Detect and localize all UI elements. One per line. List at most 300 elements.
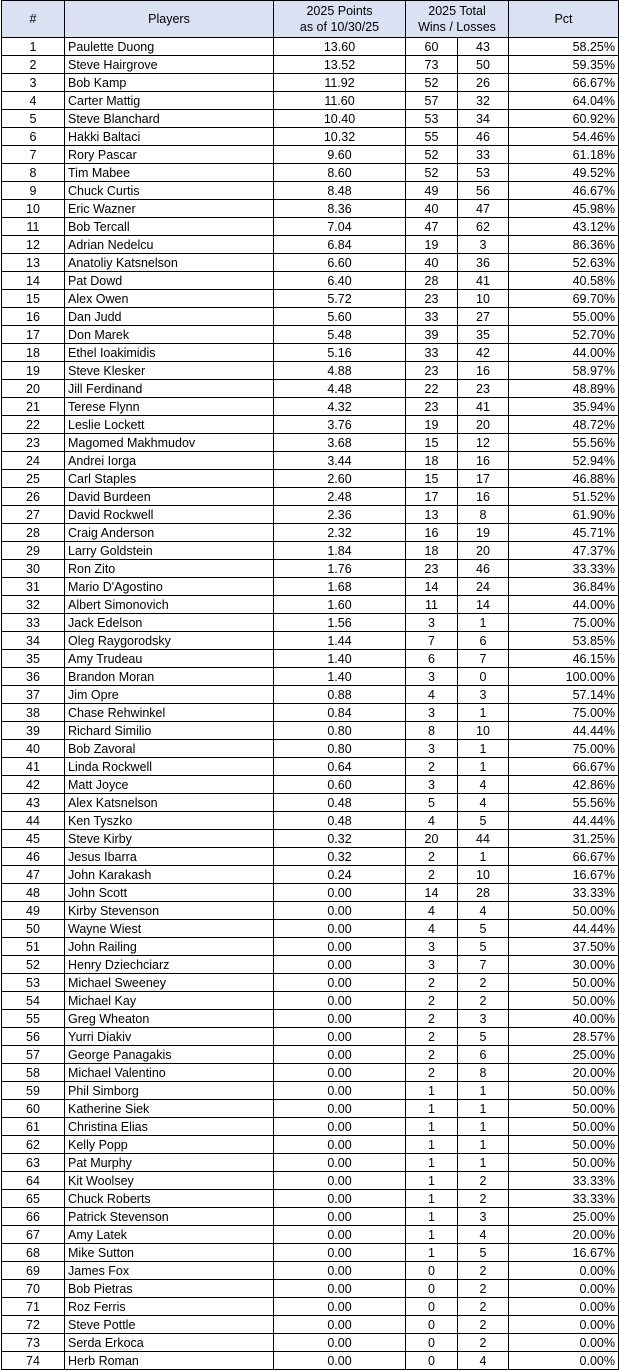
- table-row: [2, 830, 619, 848]
- rank-cell: 46: [2, 848, 65, 866]
- table-row: [2, 722, 619, 740]
- pct-cell: 52.70%: [509, 326, 619, 344]
- points-cell: 2.36: [274, 506, 406, 524]
- points-cell: 2.60: [274, 470, 406, 488]
- pct-cell: 0.00%: [509, 1334, 619, 1352]
- rank-cell: 49: [2, 902, 65, 920]
- points-cell: 3.68: [274, 434, 406, 452]
- rank-cell: 65: [2, 1190, 65, 1208]
- table-row: [2, 1064, 619, 1082]
- table-row: [2, 1280, 619, 1298]
- rank-cell: 42: [2, 776, 65, 794]
- rank-cell: 27: [2, 506, 65, 524]
- rank-cell: 7: [2, 146, 65, 164]
- points-cell: 10.40: [274, 110, 406, 128]
- player-name-cell: Wayne Wiest: [65, 920, 274, 938]
- rank-cell: 53: [2, 974, 65, 992]
- player-name-cell: Katherine Siek: [65, 1100, 274, 1118]
- table-row: [2, 1226, 619, 1244]
- player-name-cell: Oleg Raygorodsky: [65, 632, 274, 650]
- losses-cell: 20: [458, 542, 509, 560]
- pct-cell: 30.00%: [509, 956, 619, 974]
- rank-cell: 20: [2, 380, 65, 398]
- player-name-cell: Greg Wheaton: [65, 1010, 274, 1028]
- wins-cell: 15: [406, 434, 458, 452]
- pct-cell: 51.52%: [509, 488, 619, 506]
- wins-cell: 4: [406, 902, 458, 920]
- player-name-cell: Steve Klesker: [65, 362, 274, 380]
- pct-cell: 0.00%: [509, 1316, 619, 1334]
- wins-cell: 11: [406, 596, 458, 614]
- rank-cell: 64: [2, 1172, 65, 1190]
- rank-cell: 60: [2, 1100, 65, 1118]
- table-row: [2, 578, 619, 596]
- losses-cell: 5: [458, 938, 509, 956]
- losses-cell: 56: [458, 182, 509, 200]
- points-cell: 0.00: [274, 974, 406, 992]
- table-row: [2, 956, 619, 974]
- wins-cell: 20: [406, 830, 458, 848]
- losses-cell: 4: [458, 794, 509, 812]
- losses-cell: 16: [458, 452, 509, 470]
- pct-cell: 44.00%: [509, 344, 619, 362]
- points-cell: 13.52: [274, 56, 406, 74]
- table-row: [2, 974, 619, 992]
- table-row: [2, 560, 619, 578]
- losses-cell: 1: [458, 1154, 509, 1172]
- points-cell: 0.60: [274, 776, 406, 794]
- points-cell: 10.32: [274, 128, 406, 146]
- table-row: [2, 110, 619, 128]
- losses-cell: 1: [458, 1082, 509, 1100]
- pct-cell: 50.00%: [509, 992, 619, 1010]
- wins-cell: 0: [406, 1352, 458, 1370]
- points-cell: 1.76: [274, 560, 406, 578]
- points-cell: 0.00: [274, 1136, 406, 1154]
- player-name-cell: Christina Elias: [65, 1118, 274, 1136]
- player-name-cell: Terese Flynn: [65, 398, 274, 416]
- standings-table: [1, 0, 619, 1370]
- table-row: [2, 1100, 619, 1118]
- rank-cell: 28: [2, 524, 65, 542]
- points-cell: 0.00: [274, 1172, 406, 1190]
- wins-cell: 60: [406, 38, 458, 56]
- points-cell: 0.00: [274, 1046, 406, 1064]
- pct-cell: 53.85%: [509, 632, 619, 650]
- pct-cell: 58.25%: [509, 38, 619, 56]
- player-name-cell: Tim Mabee: [65, 164, 274, 182]
- losses-cell: 47: [458, 200, 509, 218]
- rank-header: #: [2, 1, 65, 38]
- losses-cell: 26: [458, 74, 509, 92]
- table-row: [2, 1154, 619, 1172]
- rank-cell: 12: [2, 236, 65, 254]
- rank-cell: 1: [2, 38, 65, 56]
- rank-cell: 50: [2, 920, 65, 938]
- table-row: [2, 1298, 619, 1316]
- wins-cell: 0: [406, 1316, 458, 1334]
- wins-cell: 2: [406, 848, 458, 866]
- wins-cell: 3: [406, 956, 458, 974]
- wins-cell: 14: [406, 578, 458, 596]
- rank-cell: 23: [2, 434, 65, 452]
- points-cell: 3.44: [274, 452, 406, 470]
- table-row: [2, 1028, 619, 1046]
- rank-cell: 21: [2, 398, 65, 416]
- pct-cell: 69.70%: [509, 290, 619, 308]
- wins-cell: 13: [406, 506, 458, 524]
- wins-cell: 17: [406, 488, 458, 506]
- pct-cell: 35.94%: [509, 398, 619, 416]
- player-name-cell: Mario D'Agostino: [65, 578, 274, 596]
- points-cell: 6.60: [274, 254, 406, 272]
- rank-cell: 2: [2, 56, 65, 74]
- wins-cell: 0: [406, 1298, 458, 1316]
- table-row: [2, 1334, 619, 1352]
- pct-cell: 52.63%: [509, 254, 619, 272]
- pct-cell: 61.90%: [509, 506, 619, 524]
- table-row: [2, 1190, 619, 1208]
- wins-cell: 22: [406, 380, 458, 398]
- pct-cell: 54.46%: [509, 128, 619, 146]
- wins-cell: 23: [406, 290, 458, 308]
- points-cell: 0.00: [274, 1352, 406, 1370]
- losses-cell: 23: [458, 380, 509, 398]
- player-name-cell: Ken Tyszko: [65, 812, 274, 830]
- points-cell: 0.00: [274, 938, 406, 956]
- pct-cell: 58.97%: [509, 362, 619, 380]
- player-name-cell: Ron Zito: [65, 560, 274, 578]
- losses-cell: 16: [458, 488, 509, 506]
- player-name-cell: Chuck Roberts: [65, 1190, 274, 1208]
- points-cell: 2.32: [274, 524, 406, 542]
- player-name-cell: Yurri Diakiv: [65, 1028, 274, 1046]
- rank-cell: 59: [2, 1082, 65, 1100]
- rank-cell: 51: [2, 938, 65, 956]
- points-cell: 7.04: [274, 218, 406, 236]
- wins-cell: 2: [406, 866, 458, 884]
- pct-cell: 40.00%: [509, 1010, 619, 1028]
- losses-cell: 3: [458, 236, 509, 254]
- player-name-cell: Larry Goldstein: [65, 542, 274, 560]
- rank-cell: 19: [2, 362, 65, 380]
- table-row: [2, 794, 619, 812]
- table-row: [2, 920, 619, 938]
- wins-cell: 1: [406, 1208, 458, 1226]
- rank-cell: 22: [2, 416, 65, 434]
- table-row: [2, 596, 619, 614]
- pct-cell: 45.98%: [509, 200, 619, 218]
- pct-cell: 61.18%: [509, 146, 619, 164]
- pct-cell: 50.00%: [509, 1154, 619, 1172]
- rank-cell: 35: [2, 650, 65, 668]
- points-cell: 0.00: [274, 1226, 406, 1244]
- points-cell: 0.00: [274, 992, 406, 1010]
- pct-cell: 28.57%: [509, 1028, 619, 1046]
- wins-cell: 23: [406, 398, 458, 416]
- player-name-cell: Jill Ferdinand: [65, 380, 274, 398]
- rank-cell: 70: [2, 1280, 65, 1298]
- losses-cell: 2: [458, 1316, 509, 1334]
- rank-cell: 44: [2, 812, 65, 830]
- pct-cell: 44.44%: [509, 722, 619, 740]
- rank-cell: 38: [2, 704, 65, 722]
- player-name-cell: George Panagakis: [65, 1046, 274, 1064]
- losses-cell: 12: [458, 434, 509, 452]
- pct-cell: 33.33%: [509, 884, 619, 902]
- rank-cell: 62: [2, 1136, 65, 1154]
- wins-cell: 55: [406, 128, 458, 146]
- pct-cell: 66.67%: [509, 758, 619, 776]
- losses-cell: 34: [458, 110, 509, 128]
- rank-cell: 72: [2, 1316, 65, 1334]
- wins-cell: 18: [406, 542, 458, 560]
- pct-cell: 46.15%: [509, 650, 619, 668]
- pct-cell: 75.00%: [509, 740, 619, 758]
- table-row: [2, 74, 619, 92]
- pct-cell: 25.00%: [509, 1208, 619, 1226]
- rank-cell: 58: [2, 1064, 65, 1082]
- points-cell: 5.72: [274, 290, 406, 308]
- pct-cell: 75.00%: [509, 614, 619, 632]
- rank-cell: 69: [2, 1262, 65, 1280]
- points-cell: 6.84: [274, 236, 406, 254]
- rank-cell: 40: [2, 740, 65, 758]
- player-name-cell: Bob Pietras: [65, 1280, 274, 1298]
- rank-cell: 25: [2, 470, 65, 488]
- wins-cell: 1: [406, 1136, 458, 1154]
- wins-cell: 1: [406, 1082, 458, 1100]
- table-row: [2, 236, 619, 254]
- rank-cell: 11: [2, 218, 65, 236]
- wins-cell: 6: [406, 650, 458, 668]
- player-name-cell: Kelly Popp: [65, 1136, 274, 1154]
- table-row: [2, 1352, 619, 1370]
- table-row: [2, 1082, 619, 1100]
- wins-cell: 3: [406, 740, 458, 758]
- rank-cell: 14: [2, 272, 65, 290]
- losses-cell: 41: [458, 398, 509, 416]
- table-row: [2, 434, 619, 452]
- points-cell: 0.00: [274, 1334, 406, 1352]
- pct-cell: 0.00%: [509, 1262, 619, 1280]
- player-name-cell: Bob Tercall: [65, 218, 274, 236]
- wins-cell: 52: [406, 146, 458, 164]
- rank-cell: 66: [2, 1208, 65, 1226]
- player-name-cell: Patrick Stevenson: [65, 1208, 274, 1226]
- losses-cell: 8: [458, 1064, 509, 1082]
- losses-cell: 4: [458, 776, 509, 794]
- rank-cell: 13: [2, 254, 65, 272]
- pct-cell: 43.12%: [509, 218, 619, 236]
- rank-cell: 33: [2, 614, 65, 632]
- table-row: [2, 686, 619, 704]
- wins-cell: 3: [406, 614, 458, 632]
- points-cell: 8.60: [274, 164, 406, 182]
- player-name-cell: John Karakash: [65, 866, 274, 884]
- pct-cell: 55.56%: [509, 794, 619, 812]
- losses-cell: 36: [458, 254, 509, 272]
- wins-cell: 18: [406, 452, 458, 470]
- table-row: [2, 740, 619, 758]
- wins-cell: 16: [406, 524, 458, 542]
- player-name-cell: Phil Simborg: [65, 1082, 274, 1100]
- wins-cell: 53: [406, 110, 458, 128]
- table-row: [2, 128, 619, 146]
- pct-cell: 49.52%: [509, 164, 619, 182]
- rank-cell: 18: [2, 344, 65, 362]
- losses-cell: 53: [458, 164, 509, 182]
- player-name-cell: Bob Zavoral: [65, 740, 274, 758]
- wins-cell: 33: [406, 308, 458, 326]
- wins-cell: 40: [406, 200, 458, 218]
- player-name-cell: Chase Rehwinkel: [65, 704, 274, 722]
- losses-cell: 2: [458, 1280, 509, 1298]
- table-row: [2, 866, 619, 884]
- points-cell: 0.00: [274, 1190, 406, 1208]
- losses-cell: 41: [458, 272, 509, 290]
- losses-cell: 1: [458, 1136, 509, 1154]
- rank-cell: 47: [2, 866, 65, 884]
- wins-cell: 1: [406, 1190, 458, 1208]
- pct-cell: 100.00%: [509, 668, 619, 686]
- wins-cell: 0: [406, 1334, 458, 1352]
- losses-cell: 2: [458, 992, 509, 1010]
- player-name-cell: Anatoliy Katsnelson: [65, 254, 274, 272]
- pct-cell: 57.14%: [509, 686, 619, 704]
- points-cell: 0.48: [274, 794, 406, 812]
- points-cell: 1.68: [274, 578, 406, 596]
- losses-cell: 14: [458, 596, 509, 614]
- pct-cell: 50.00%: [509, 974, 619, 992]
- pct-cell: 44.44%: [509, 812, 619, 830]
- rank-cell: 32: [2, 596, 65, 614]
- pct-cell: 48.72%: [509, 416, 619, 434]
- table-row: [2, 326, 619, 344]
- losses-cell: 4: [458, 1226, 509, 1244]
- losses-cell: 3: [458, 686, 509, 704]
- rank-cell: 68: [2, 1244, 65, 1262]
- table-row: [2, 1244, 619, 1262]
- losses-cell: 1: [458, 1118, 509, 1136]
- rank-cell: 26: [2, 488, 65, 506]
- points-cell: 0.00: [274, 884, 406, 902]
- points-cell: 0.00: [274, 1280, 406, 1298]
- losses-cell: 3: [458, 1208, 509, 1226]
- rank-cell: 4: [2, 92, 65, 110]
- player-name-cell: James Fox: [65, 1262, 274, 1280]
- pct-cell: 40.58%: [509, 272, 619, 290]
- losses-cell: 16: [458, 362, 509, 380]
- points-cell: 0.00: [274, 1316, 406, 1334]
- points-cell: 0.00: [274, 1100, 406, 1118]
- pct-cell: 55.00%: [509, 308, 619, 326]
- table-row: [2, 1046, 619, 1064]
- points-cell: 0.64: [274, 758, 406, 776]
- losses-cell: 5: [458, 812, 509, 830]
- player-name-cell: Leslie Lockett: [65, 416, 274, 434]
- rank-cell: 9: [2, 182, 65, 200]
- losses-cell: 1: [458, 1100, 509, 1118]
- wins-cell: 57: [406, 92, 458, 110]
- record-header-line2: Wins / Losses: [418, 20, 496, 34]
- points-cell: 1.60: [274, 596, 406, 614]
- rank-cell: 29: [2, 542, 65, 560]
- points-cell: 4.32: [274, 398, 406, 416]
- pct-cell: 52.94%: [509, 452, 619, 470]
- player-name-cell: Steve Kirby: [65, 830, 274, 848]
- wins-cell: 19: [406, 236, 458, 254]
- player-name-cell: Adrian Nedelcu: [65, 236, 274, 254]
- wins-cell: 47: [406, 218, 458, 236]
- pct-cell: 59.35%: [509, 56, 619, 74]
- player-name-cell: Rory Pascar: [65, 146, 274, 164]
- player-name-cell: Herb Roman: [65, 1352, 274, 1370]
- table-row: [2, 614, 619, 632]
- wins-cell: 1: [406, 1118, 458, 1136]
- wins-cell: 1: [406, 1100, 458, 1118]
- table-row: [2, 200, 619, 218]
- player-name-cell: Andrei Iorga: [65, 452, 274, 470]
- player-name-cell: Paulette Duong: [65, 38, 274, 56]
- table-row: [2, 1136, 619, 1154]
- wins-cell: 28: [406, 272, 458, 290]
- losses-cell: 2: [458, 1262, 509, 1280]
- points-cell: 0.00: [274, 1154, 406, 1172]
- pct-cell: 66.67%: [509, 74, 619, 92]
- player-name-cell: Michael Sweeney: [65, 974, 274, 992]
- table-row: [2, 398, 619, 416]
- pct-cell: 50.00%: [509, 1100, 619, 1118]
- wins-cell: 2: [406, 1010, 458, 1028]
- rank-cell: 56: [2, 1028, 65, 1046]
- rank-cell: 61: [2, 1118, 65, 1136]
- points-cell: 0.00: [274, 920, 406, 938]
- losses-cell: 7: [458, 650, 509, 668]
- table-row: [2, 38, 619, 56]
- pct-cell: 86.36%: [509, 236, 619, 254]
- pct-cell: 42.86%: [509, 776, 619, 794]
- losses-cell: 1: [458, 758, 509, 776]
- table-row: [2, 758, 619, 776]
- table-row: [2, 146, 619, 164]
- losses-cell: 5: [458, 920, 509, 938]
- rank-cell: 71: [2, 1298, 65, 1316]
- wins-cell: 52: [406, 164, 458, 182]
- player-name-cell: Pat Dowd: [65, 272, 274, 290]
- table-row: [2, 56, 619, 74]
- rank-cell: 48: [2, 884, 65, 902]
- points-cell: 0.32: [274, 848, 406, 866]
- losses-cell: 27: [458, 308, 509, 326]
- losses-cell: 10: [458, 722, 509, 740]
- pct-cell: 25.00%: [509, 1046, 619, 1064]
- losses-cell: 20: [458, 416, 509, 434]
- rank-cell: 34: [2, 632, 65, 650]
- wins-cell: 1: [406, 1154, 458, 1172]
- player-name-cell: Linda Rockwell: [65, 758, 274, 776]
- player-name-cell: Michael Valentino: [65, 1064, 274, 1082]
- table-row: [2, 992, 619, 1010]
- wins-cell: 0: [406, 1280, 458, 1298]
- table-row: [2, 632, 619, 650]
- losses-cell: 28: [458, 884, 509, 902]
- pct-cell: 75.00%: [509, 704, 619, 722]
- losses-cell: 1: [458, 740, 509, 758]
- pct-cell: 33.33%: [509, 560, 619, 578]
- losses-cell: 5: [458, 1244, 509, 1262]
- player-name-cell: Albert Simonovich: [65, 596, 274, 614]
